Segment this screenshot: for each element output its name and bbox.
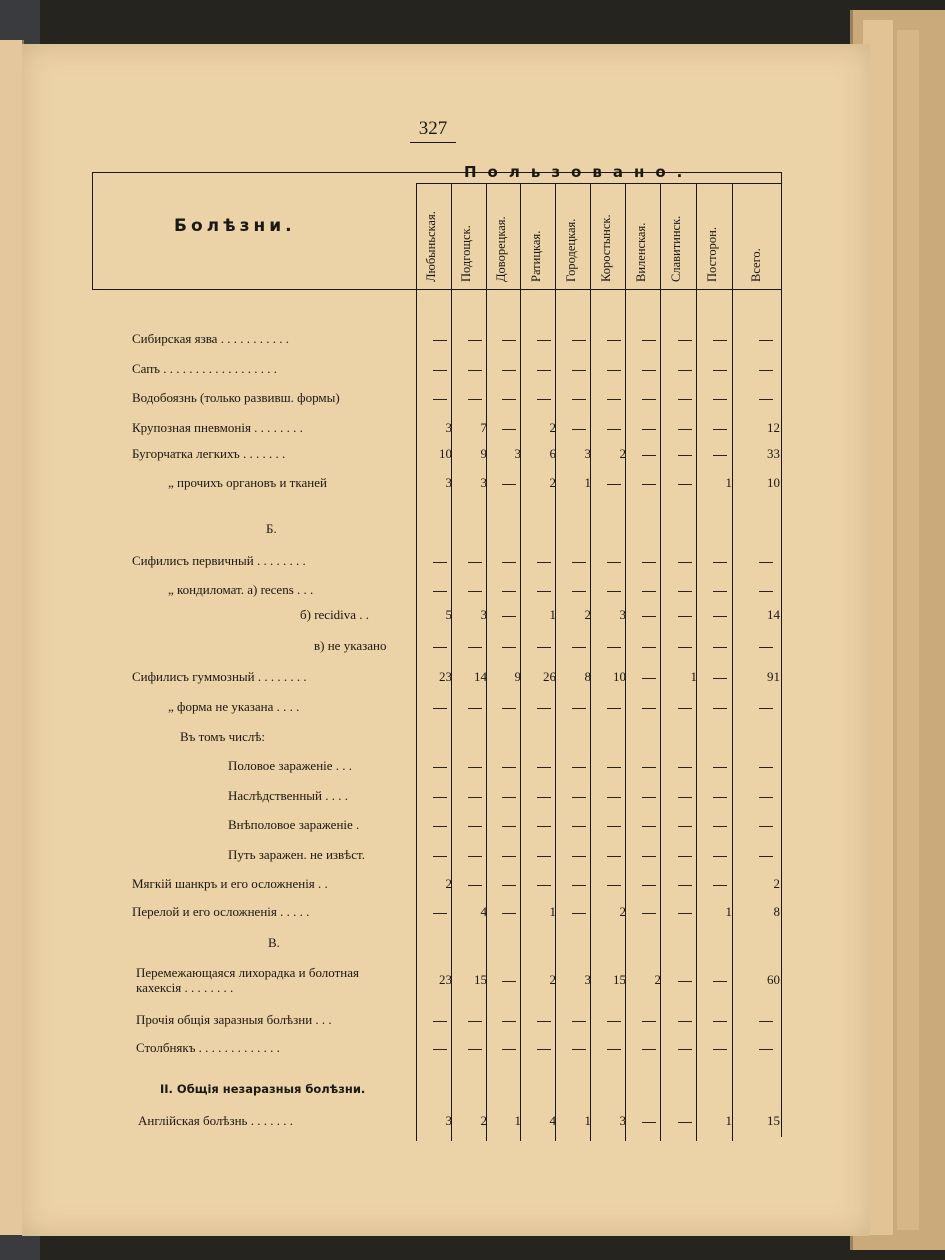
empty-cell-dash: [678, 484, 692, 485]
total-cell: 12: [767, 420, 780, 435]
column-header: Всего.: [749, 248, 763, 282]
value-cell: 2: [549, 972, 556, 987]
value-cell: 9: [514, 669, 521, 684]
empty-cell-dash: [642, 591, 656, 592]
value-cell: 2: [480, 1113, 487, 1128]
empty-cell-dash: [607, 591, 621, 592]
empty-cell-dash: [713, 455, 727, 456]
empty-cell-dash: [713, 767, 727, 768]
empty-cell-dash: [759, 826, 773, 827]
empty-cell-dash: [572, 340, 586, 341]
value-cell: 4: [480, 904, 487, 919]
empty-cell-dash: [433, 647, 447, 648]
column-header: Подгощск.: [459, 225, 473, 282]
column-rule: [660, 183, 661, 1141]
row-label: Наслѣдственный . . . .: [228, 788, 348, 803]
empty-cell-dash: [713, 826, 727, 827]
empty-cell-dash: [642, 455, 656, 456]
empty-cell-dash: [678, 370, 692, 371]
empty-cell-dash: [607, 826, 621, 827]
empty-cell-dash: [642, 370, 656, 371]
empty-cell-dash: [642, 647, 656, 648]
empty-cell-dash: [468, 856, 482, 857]
column-header: Посторон.: [705, 227, 719, 282]
empty-cell-dash: [713, 797, 727, 798]
empty-cell-dash: [572, 429, 586, 430]
value-cell: 15: [613, 972, 626, 987]
empty-cell-dash: [713, 616, 727, 617]
empty-cell-dash: [537, 399, 551, 400]
value-cell: 2: [549, 475, 556, 490]
empty-cell-dash: [642, 616, 656, 617]
empty-cell-dash: [502, 885, 516, 886]
empty-cell-dash: [642, 1122, 656, 1123]
empty-cell-dash: [468, 562, 482, 563]
empty-cell-dash: [502, 981, 516, 982]
empty-cell-dash: [572, 708, 586, 709]
total-cell: 2: [773, 876, 780, 891]
value-cell: 1: [549, 607, 556, 622]
empty-cell-dash: [759, 370, 773, 371]
value-cell: 7: [480, 420, 487, 435]
empty-cell-dash: [537, 1049, 551, 1050]
empty-cell-dash: [433, 826, 447, 827]
empty-cell-dash: [678, 1021, 692, 1022]
empty-cell-dash: [537, 826, 551, 827]
value-cell: 3: [514, 446, 521, 461]
value-cell: 1: [514, 1113, 521, 1128]
empty-cell-dash: [642, 562, 656, 563]
empty-cell-dash: [759, 767, 773, 768]
value-cell: 2: [619, 446, 626, 461]
column-header: Доворецкая.: [494, 216, 508, 282]
empty-cell-dash: [642, 826, 656, 827]
empty-cell-dash: [713, 591, 727, 592]
empty-cell-dash: [678, 1049, 692, 1050]
empty-cell-dash: [642, 1049, 656, 1050]
total-cell: 14: [767, 607, 780, 622]
empty-cell-dash: [759, 591, 773, 592]
empty-cell-dash: [607, 429, 621, 430]
empty-cell-dash: [759, 647, 773, 648]
value-cell: 10: [613, 669, 626, 684]
empty-cell-dash: [572, 370, 586, 371]
empty-cell-dash: [713, 708, 727, 709]
empty-cell-dash: [572, 647, 586, 648]
empty-cell-dash: [468, 826, 482, 827]
value-cell: 3: [480, 607, 487, 622]
empty-cell-dash: [607, 562, 621, 563]
row-label: Сифилисъ первичный . . . . . . . .: [132, 553, 306, 568]
empty-cell-dash: [713, 370, 727, 371]
empty-cell-dash: [468, 767, 482, 768]
empty-cell-dash: [433, 856, 447, 857]
empty-cell-dash: [502, 1021, 516, 1022]
group-header-rule: [416, 183, 782, 184]
empty-cell-dash: [502, 1049, 516, 1050]
empty-cell-dash: [537, 1021, 551, 1022]
empty-cell-dash: [607, 370, 621, 371]
row-label: „ прочихъ органовъ и тканей: [168, 475, 327, 490]
empty-cell-dash: [537, 340, 551, 341]
column-header: Ратицкая.: [529, 230, 543, 282]
column-rule: [520, 183, 521, 1141]
empty-cell-dash: [607, 1021, 621, 1022]
empty-cell-dash: [678, 856, 692, 857]
value-cell: 15: [474, 972, 487, 987]
empty-cell-dash: [502, 340, 516, 341]
empty-cell-dash: [537, 885, 551, 886]
value-cell: 1: [725, 904, 732, 919]
column-header: Коростынск.: [599, 214, 613, 282]
empty-cell-dash: [607, 399, 621, 400]
empty-cell-dash: [502, 826, 516, 827]
value-cell: 2: [619, 904, 626, 919]
empty-cell-dash: [572, 797, 586, 798]
empty-cell-dash: [713, 856, 727, 857]
empty-cell-dash: [572, 1049, 586, 1050]
empty-cell-dash: [642, 708, 656, 709]
empty-cell-dash: [678, 1122, 692, 1123]
value-cell: 2: [549, 420, 556, 435]
empty-cell-dash: [678, 647, 692, 648]
column-rule: [732, 183, 733, 1141]
empty-cell-dash: [537, 856, 551, 857]
empty-cell-dash: [468, 797, 482, 798]
column-header: Городецкая.: [564, 218, 578, 282]
value-cell: 2: [584, 607, 591, 622]
empty-cell-dash: [468, 370, 482, 371]
empty-cell-dash: [502, 562, 516, 563]
row-label: Крупозная пневмонія . . . . . . . .: [132, 420, 303, 435]
value-cell: 1: [725, 1113, 732, 1128]
empty-cell-dash: [537, 767, 551, 768]
total-cell: 10: [767, 475, 780, 490]
value-cell: 1: [584, 475, 591, 490]
empty-cell-dash: [502, 616, 516, 617]
empty-cell-dash: [537, 370, 551, 371]
empty-cell-dash: [433, 1049, 447, 1050]
value-cell: 6: [549, 446, 556, 461]
value-cell: 3: [480, 475, 487, 490]
empty-cell-dash: [759, 399, 773, 400]
empty-cell-dash: [572, 826, 586, 827]
empty-cell-dash: [607, 1049, 621, 1050]
empty-cell-dash: [678, 981, 692, 982]
empty-cell-dash: [642, 1021, 656, 1022]
empty-cell-dash: [502, 856, 516, 857]
empty-cell-dash: [642, 340, 656, 341]
row-label: „ кондиломат. а) recens . . .: [168, 582, 314, 597]
row-label: Сифилисъ гуммозный . . . . . . . .: [132, 669, 307, 684]
section-label: Б.: [266, 521, 277, 536]
total-cell: 91: [767, 669, 780, 684]
empty-cell-dash: [537, 708, 551, 709]
empty-cell-dash: [572, 885, 586, 886]
empty-cell-dash: [678, 340, 692, 341]
empty-cell-dash: [572, 856, 586, 857]
row-label: Перелой и его осложненія . . . . .: [132, 904, 310, 919]
row-label: Англійская болѣзнь . . . . . . .: [138, 1113, 293, 1128]
empty-cell-dash: [713, 981, 727, 982]
section-label: В.: [268, 935, 280, 950]
row-label: „ форма не указана . . . .: [168, 699, 300, 714]
total-cell: 33: [767, 446, 780, 461]
empty-cell-dash: [433, 767, 447, 768]
value-cell: 26: [543, 669, 556, 684]
empty-cell-dash: [502, 767, 516, 768]
empty-cell-dash: [678, 562, 692, 563]
section-label: II. Общія незаразныя болѣзни.: [160, 1082, 366, 1096]
empty-cell-dash: [713, 429, 727, 430]
empty-cell-dash: [607, 708, 621, 709]
value-cell: 2: [654, 972, 661, 987]
total-cell: 8: [773, 904, 780, 919]
empty-cell-dash: [678, 767, 692, 768]
row-label: Сибирская язва . . . . . . . . . . .: [132, 331, 289, 346]
value-cell: 3: [584, 972, 591, 987]
empty-cell-dash: [433, 562, 447, 563]
empty-cell-dash: [713, 1021, 727, 1022]
empty-cell-dash: [502, 591, 516, 592]
empty-cell-dash: [572, 399, 586, 400]
empty-cell-dash: [502, 399, 516, 400]
empty-cell-dash: [502, 429, 516, 430]
group-header-title: Пользовано.: [464, 163, 694, 181]
empty-cell-dash: [759, 340, 773, 341]
empty-cell-dash: [642, 484, 656, 485]
value-cell: 3: [619, 1113, 626, 1128]
empty-cell-dash: [468, 1021, 482, 1022]
empty-cell-dash: [759, 797, 773, 798]
diseases-column-title: Болѣзни.: [174, 216, 296, 236]
value-cell: 3: [445, 420, 452, 435]
empty-cell-dash: [572, 562, 586, 563]
empty-cell-dash: [678, 797, 692, 798]
value-cell: 4: [549, 1113, 556, 1128]
row-label: Столбнякъ . . . . . . . . . . . . .: [136, 1040, 280, 1055]
empty-cell-dash: [537, 647, 551, 648]
empty-cell-dash: [759, 856, 773, 857]
empty-cell-dash: [642, 429, 656, 430]
empty-cell-dash: [502, 370, 516, 371]
empty-cell-dash: [502, 797, 516, 798]
empty-cell-dash: [678, 455, 692, 456]
column-rule: [486, 183, 487, 1141]
empty-cell-dash: [642, 885, 656, 886]
value-cell: 23: [439, 669, 452, 684]
value-cell: 14: [474, 669, 487, 684]
column-rule: [696, 183, 697, 1141]
value-cell: 10: [439, 446, 452, 461]
header-bottom-rule: [92, 289, 782, 290]
empty-cell-dash: [678, 913, 692, 914]
value-cell: 1: [584, 1113, 591, 1128]
row-label: Перемежающаяся лихорадка и болотная кахексія . . . . . . . .: [136, 965, 359, 995]
empty-cell-dash: [468, 647, 482, 648]
empty-cell-dash: [642, 678, 656, 679]
empty-cell-dash: [759, 562, 773, 563]
empty-cell-dash: [759, 1049, 773, 1050]
column-header: Славитинск.: [669, 215, 683, 282]
empty-cell-dash: [502, 708, 516, 709]
empty-cell-dash: [468, 885, 482, 886]
empty-cell-dash: [572, 591, 586, 592]
value-cell: 1: [549, 904, 556, 919]
empty-cell-dash: [713, 562, 727, 563]
empty-cell-dash: [468, 399, 482, 400]
empty-cell-dash: [713, 647, 727, 648]
column-rule: [625, 183, 626, 1141]
empty-cell-dash: [433, 708, 447, 709]
empty-cell-dash: [468, 340, 482, 341]
page-number: 327: [410, 118, 456, 143]
row-label: б) recidiva . .: [300, 607, 370, 622]
empty-cell-dash: [502, 647, 516, 648]
table-right-rule: [781, 172, 782, 1137]
value-cell: 8: [584, 669, 591, 684]
empty-cell-dash: [433, 591, 447, 592]
empty-cell-dash: [713, 399, 727, 400]
row-label: Бугорчатка легкихъ . . . . . . .: [132, 446, 286, 461]
empty-cell-dash: [642, 767, 656, 768]
value-cell: 1: [690, 669, 697, 684]
empty-cell-dash: [607, 797, 621, 798]
table-left-rule: [92, 172, 93, 290]
empty-cell-dash: [642, 913, 656, 914]
total-cell: 60: [767, 972, 780, 987]
value-cell: 5: [445, 607, 452, 622]
section-label: Въ томъ числѣ:: [180, 729, 266, 744]
empty-cell-dash: [572, 913, 586, 914]
column-header: Виленская.: [634, 222, 648, 282]
value-cell: 9: [480, 446, 487, 461]
empty-cell-dash: [678, 616, 692, 617]
empty-cell-dash: [678, 885, 692, 886]
empty-cell-dash: [678, 708, 692, 709]
empty-cell-dash: [433, 399, 447, 400]
empty-cell-dash: [607, 885, 621, 886]
value-cell: 3: [584, 446, 591, 461]
empty-cell-dash: [678, 826, 692, 827]
empty-cell-dash: [433, 913, 447, 914]
value-cell: 1: [725, 475, 732, 490]
column-rule: [416, 183, 417, 1141]
total-cell: 15: [767, 1113, 780, 1128]
empty-cell-dash: [607, 647, 621, 648]
empty-cell-dash: [502, 913, 516, 914]
row-label: Мягкій шанкръ и его осложненія . .: [132, 876, 328, 891]
value-cell: 3: [619, 607, 626, 622]
empty-cell-dash: [433, 797, 447, 798]
row-label: Половое зараженіе . . .: [228, 758, 353, 773]
row-label: Внѣполовое зараженіе .: [228, 817, 360, 832]
row-label: Прочія общія заразныя болѣзни . . .: [136, 1012, 332, 1027]
empty-cell-dash: [759, 708, 773, 709]
empty-cell-dash: [678, 429, 692, 430]
column-header: Любыньская.: [424, 211, 438, 282]
value-cell: 2: [445, 876, 452, 891]
empty-cell-dash: [537, 797, 551, 798]
column-rule: [590, 183, 591, 1141]
empty-cell-dash: [607, 856, 621, 857]
empty-cell-dash: [713, 885, 727, 886]
empty-cell-dash: [713, 1049, 727, 1050]
empty-cell-dash: [642, 797, 656, 798]
empty-cell-dash: [607, 340, 621, 341]
empty-cell-dash: [607, 484, 621, 485]
empty-cell-dash: [759, 1021, 773, 1022]
empty-cell-dash: [713, 678, 727, 679]
empty-cell-dash: [572, 1021, 586, 1022]
row-label: в) не указано: [314, 638, 387, 653]
empty-cell-dash: [607, 767, 621, 768]
row-label: Путь заражен. не извѣст.: [228, 847, 365, 862]
value-cell: 3: [445, 1113, 452, 1128]
empty-cell-dash: [572, 767, 586, 768]
empty-cell-dash: [468, 708, 482, 709]
row-label: Сапъ . . . . . . . . . . . . . . . . . .: [132, 361, 277, 376]
column-rule: [555, 183, 556, 1141]
empty-cell-dash: [678, 399, 692, 400]
empty-cell-dash: [502, 484, 516, 485]
value-cell: 3: [445, 475, 452, 490]
empty-cell-dash: [678, 591, 692, 592]
row-label: Водобоязнь (только развивш. формы): [132, 390, 340, 405]
empty-cell-dash: [433, 1021, 447, 1022]
empty-cell-dash: [433, 370, 447, 371]
empty-cell-dash: [713, 340, 727, 341]
column-rule: [451, 183, 452, 1141]
empty-cell-dash: [642, 399, 656, 400]
empty-cell-dash: [468, 1049, 482, 1050]
empty-cell-dash: [642, 856, 656, 857]
empty-cell-dash: [468, 591, 482, 592]
value-cell: 23: [439, 972, 452, 987]
empty-cell-dash: [537, 562, 551, 563]
empty-cell-dash: [537, 591, 551, 592]
empty-cell-dash: [433, 340, 447, 341]
